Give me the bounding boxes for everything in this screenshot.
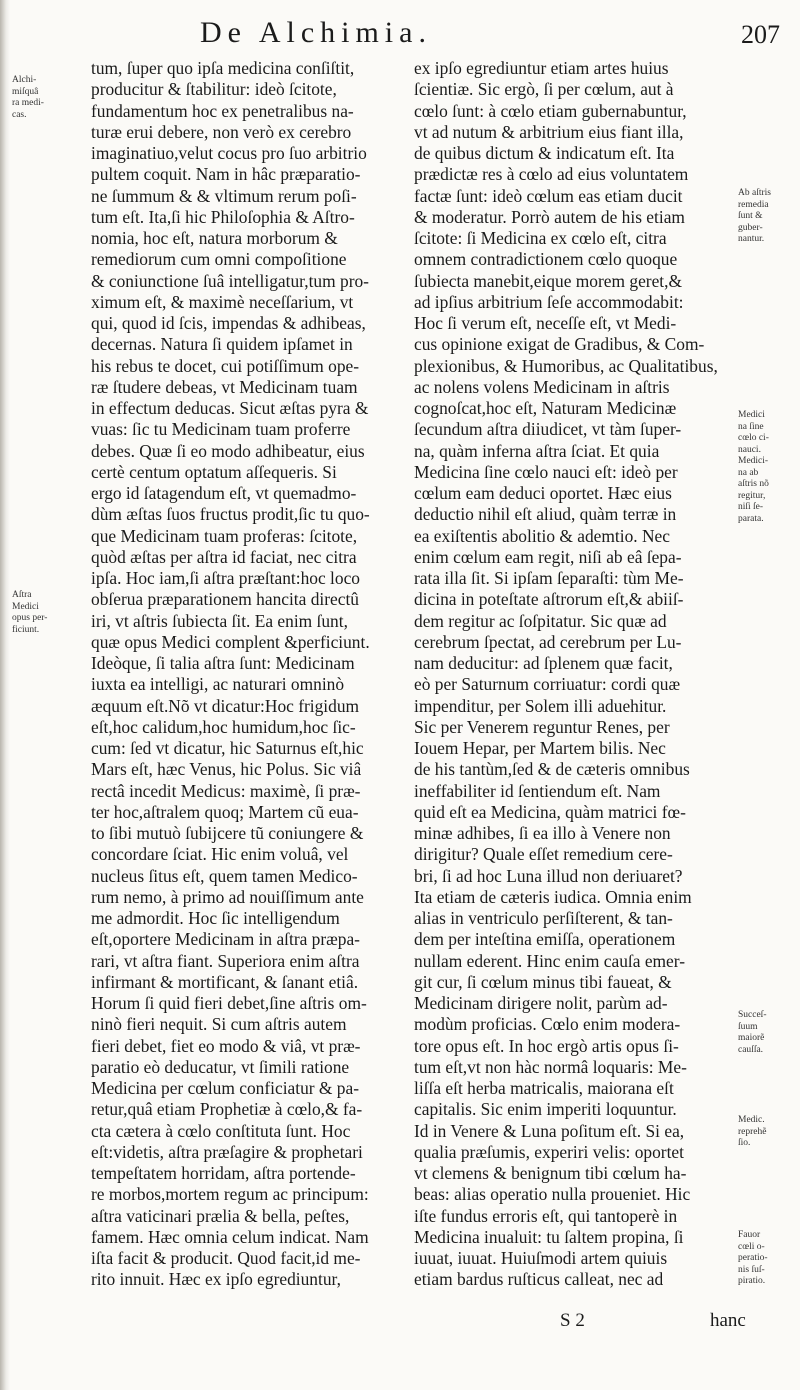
margin-note-line: cas. (12, 109, 27, 120)
text-line: retur,quâ etiam Prophetiæ à cœlo,& fa- (91, 1099, 363, 1120)
text-line: fundamentum hoc ex penetralibus na- (91, 100, 354, 121)
margin-note-line: Medici (738, 410, 765, 420)
text-line: tore opus eſt. In hoc ergò artis opus ſi- (414, 1035, 679, 1056)
text-line: eſt,hoc calidum,hoc humidum,hoc ſic- (91, 716, 356, 737)
text-line: ſcitote: ſi Medicina ex cœlo eſt, citra (414, 228, 667, 248)
text-line: nucleus ſitus eſt, quem tamen Medico- (91, 865, 358, 886)
text-line: his rebus te docet, cui potiſſimum ope- (91, 355, 360, 376)
text-line: re morbos,mortem regum ac principum: (91, 1184, 369, 1205)
text-line: turæ erui debere, non verò ex cerebro (91, 121, 352, 142)
running-title: De Alchimia. (200, 16, 432, 49)
margin-note-line: Ab aſtris (738, 188, 771, 198)
text-line: qualia præſumis, experiri velis: oportet (414, 1141, 684, 1162)
text-line: quòd æſtas per aſtra id faciat, nec citra (91, 546, 357, 567)
text-line: quæ opus Medici complent &perficiunt. (91, 631, 370, 652)
margin-note-line: ra medi- (12, 98, 44, 108)
text-line: paratio eò deducatur, vt ſimili ratione (91, 1056, 350, 1077)
text-line: iri, vt aſtris ſubiecta ſit. Ea enim ſunt, (91, 610, 348, 631)
left-text-column (91, 58, 401, 1291)
text-line: beas: alias operatio nulla proueniet. Hic (414, 1184, 691, 1205)
margin-note-line: ſuum (738, 1021, 758, 1032)
text-line: nullam ederent. Hinc enim cauſa emer- (414, 950, 686, 971)
margin-note-line: na ab (738, 467, 759, 478)
text-line: fieri debet, fiet eo modo & viâ, vt præ- (91, 1035, 361, 1056)
right-text-column (414, 58, 724, 1291)
text-line: tum eſt,vt non hàc normâ loquaris: Me- (414, 1056, 687, 1077)
text-line: remediorum cum omni compoſitione (91, 249, 347, 270)
margin-note-line: maiorẽ (738, 1033, 765, 1043)
text-line: ximum eſt, & maximè neceſſarium, vt (91, 291, 354, 312)
text-line: iſte fundus erroris eſt, qui tantoperè in (414, 1205, 678, 1226)
text-line: omnem contradictionem cœlo quoque (414, 249, 678, 270)
text-line: cœlum eam deduci oportet. Hæc eius (414, 483, 672, 503)
text-line: Mars eſt, hæc Venus, hic Polus. Sic viâ (91, 759, 362, 780)
text-line: Medicinam dirigere nolit, parùm ad- (414, 993, 668, 1013)
text-line: cognoſcat,hoc eſt, Naturam Medicinæ (414, 398, 677, 418)
margin-note-left-2 (12, 590, 47, 636)
text-line: modùm proficias. Cœlo enim modera- (414, 1014, 681, 1035)
text-line: iuuat, iuuat. Huiuſmodi artem quiuis (414, 1248, 668, 1268)
text-line: eſt,oportere Medicinam in aſtra præpa- (91, 929, 360, 950)
text-line: debes. Quæ ſi eo modo adhibeatur, eius (91, 440, 365, 461)
margin-note-line: parata. (738, 513, 764, 524)
margin-note-line: regitur, (738, 490, 766, 501)
text-line: ter hoc,aſtralem quoq; Martem cũ eua- (91, 801, 359, 822)
text-line: cœlo ſunt: à cœlo etiam gubernabuntur, (414, 100, 687, 121)
text-line: aſtra vaticinari prælia & bella, peſtes, (91, 1205, 350, 1226)
text-line: imaginatiuo,velut cocus pro ſuo arbitrio (91, 143, 367, 163)
margin-note-line: peratio- (738, 1253, 768, 1263)
text-line: tum eſt. Ita,ſi hic Philoſophia & Aſtro- (91, 206, 355, 227)
margin-note-line: ſunt & (738, 211, 763, 221)
text-line: Ita etiam de cæteris iudica. Omnia enim (414, 886, 692, 907)
margin-note-line: remedia (738, 199, 769, 210)
text-line: ſcientiæ. Sic ergò, ſi per cœlum, aut à (414, 79, 674, 100)
margin-note-line: ficiunt. (12, 624, 40, 635)
text-line: vuas: ſic tu Medicinam tuam proferre (91, 419, 351, 440)
text-line: ſubiecta manebit,eique morem geret,& (414, 270, 683, 291)
text-line: que Medicinam tuam proferas: ſcitote, (91, 525, 358, 546)
margin-note-line: cauſſa. (738, 1044, 764, 1055)
margin-note-line: ſio. (738, 1138, 751, 1148)
text-line: rectâ incedit Medicus: maximè, ſi præ- (91, 780, 361, 801)
text-line: Iouem Hepar, per Martem bilis. Nec (414, 738, 666, 758)
gutter-shadow (0, 0, 10, 1390)
margin-note-line: cœli o- (738, 1241, 765, 1252)
text-line: Horum ſi quid fieri debet,ſine aſtris om- (91, 993, 367, 1013)
text-line: cum: ſed vt dicatur, hic Saturnus eſt,hic (91, 738, 364, 758)
text-line: to ſibi mutuò ſubijcere tũ coniungere & (91, 823, 364, 843)
signature-mark: S 2 (560, 1310, 585, 1331)
text-line: tum, ſuper quo ipſa medicina conſiſtit, (91, 58, 355, 78)
margin-note-line: Medic. (738, 1115, 765, 1125)
text-line: nam deducitur: ad ſplenem quæ facit, (414, 653, 673, 673)
margin-note-line: Alchi- (12, 75, 37, 85)
text-line: quid eſt ea Medicina, quàm matrici fœ- (414, 801, 686, 822)
text-line: infirmant & mortificant, & ſanant etiâ. (91, 971, 359, 992)
text-line: ergo id ſatagendum eſt, vt quemadmo- (91, 483, 357, 503)
text-line: git cur, ſi cœlum minus tibi faueat, & (414, 971, 672, 992)
text-line: dem per inteſtina emiſſa, operationem (414, 929, 676, 950)
text-line: ipſa. Hoc iam,ſi aſtra præſtant:hoc loco (91, 568, 360, 588)
text-line: nomia, hoc eſt, natura morborum & (91, 228, 338, 248)
margin-note-right-2 (738, 410, 769, 525)
text-line: & moderatur. Porrò autem de his etiam (414, 206, 685, 227)
text-line: rari, vt aſtra fiant. Superiora enim aſtra (91, 950, 360, 971)
text-line: etiam bardus ruſticus calleat, nec ad (414, 1269, 664, 1290)
margin-note-line: guber- (738, 222, 763, 233)
margin-note-line: niſi ſe- (738, 502, 764, 512)
text-line: obſerua præparationem hancita directû (91, 589, 359, 610)
margin-note-line: piratio. (738, 1276, 766, 1286)
text-line: dirigitur? Quale eſſet remedium cere- (414, 844, 673, 865)
text-line: alias in ventriculo perſiſterent, & tan- (414, 908, 673, 928)
text-line: deductio nihil eſt aliud, quàm terræ in (414, 504, 677, 525)
page-footer (560, 1310, 790, 1332)
margin-note-line: Aſtra (12, 590, 32, 600)
page-number: 207 (741, 20, 780, 49)
text-line: rito innuit. Hæc ex ipſo egrediuntur, (91, 1269, 341, 1290)
text-line: na, quàm inferna aſtra ſciat. Et quia (414, 440, 660, 461)
text-line: ea exiſtentis abolitio & ademtio. Nec (414, 525, 670, 546)
text-line: rum nemo, à primo ad nouiſſimum ante (91, 886, 364, 907)
text-line: ac nolens volens Medicinam in aſtris (414, 376, 670, 397)
text-line: cus opinione exigat de Gradibus, & Com- (414, 334, 705, 355)
margin-note-line: Medici- (738, 456, 769, 466)
text-line: ninò fieri nequit. Si cum aſtris autem (91, 1014, 347, 1035)
text-line: eſt:videtis, aſtra præſagire & prophetari (91, 1141, 363, 1162)
margin-note-line: na ſine (738, 421, 764, 432)
text-line: rata illa ſit. Si ipſam ſeparaſti: tùm Me- (414, 568, 684, 588)
margin-note-right-3 (738, 1010, 767, 1056)
text-line: tempeſtatem horridam, aſtra portende- (91, 1163, 356, 1183)
page-header (100, 16, 780, 60)
text-line: vt clemens & benignum tibi cœlum ha- (414, 1163, 687, 1183)
text-line: ne ſummum & & vltimum rerum poſi- (91, 185, 357, 206)
text-line: ad ipſius arbitrium ſeſe accommodabit: (414, 291, 684, 312)
text-line: liſſa eſt herba matricalis, maiorana eſt (414, 1078, 674, 1098)
text-line: dùm æſtas ſuos fructus prodit,ſic tu quo- (91, 504, 370, 525)
text-line: iuxta ea intelligi, ac naturari omninò (91, 674, 345, 695)
margin-note-line: Succeſ- (738, 1010, 767, 1020)
text-line: cta cætera à cœlo conſtituta ſunt. Hoc (91, 1120, 351, 1141)
margin-note-right-5 (738, 1230, 768, 1288)
text-line: minæ adhibes, ſi ea illo à Venere non (414, 823, 671, 843)
text-line: ex ipſo egrediuntur etiam artes huius (414, 58, 669, 78)
text-line: vt ad nutum & arbitrium eius fiant illa, (414, 121, 684, 142)
text-line: bri, ſi ad hoc Luna illud non deriuaret? (414, 865, 683, 886)
text-line: certè centum optatum aſſequeris. Si (91, 461, 337, 482)
margin-note-line: reprehẽ (738, 1126, 767, 1137)
text-line: prædictæ res à cœlo ad eius voluntatem (414, 164, 689, 185)
text-line: plexionibus, & Humoribus, ac Qualitatibus, (414, 355, 718, 376)
text-line: factæ ſunt: ideò cœlum eas etiam ducit (414, 185, 683, 206)
margin-note-line: opus per- (12, 613, 48, 623)
margin-note-right-1 (738, 188, 771, 246)
margin-note-line: nauci. (738, 444, 761, 455)
text-line: in effectum deducas. Sicut æſtas pyra & (91, 398, 369, 418)
text-line: impenditur, per Solem illi aduehitur. (414, 695, 667, 716)
text-line: & coniunctione ſuâ intelligatur,tum pro- (91, 270, 369, 291)
text-line: de his tantùm,ſed & de cæteris omnibus (414, 759, 690, 780)
margin-note-line: aſtris nõ (738, 479, 769, 489)
text-line: qui, quod id ſcis, impendas & adhibeas, (91, 313, 366, 333)
text-line: pultem coquit. Nam in hâc præparatio- (91, 164, 361, 185)
catchword: hanc (710, 1310, 746, 1331)
text-line: concordare ſciat. Hic enim voluâ, vel (91, 844, 349, 865)
text-line: Medicina inualuit: tu ſaltem propina, ſi (414, 1226, 684, 1247)
margin-note-right-4 (738, 1115, 766, 1150)
text-line: famem. Hæc omnia celum indicat. Nam (91, 1226, 369, 1247)
text-line: me admordit. Hoc ſic intelligendum (91, 908, 340, 928)
margin-note-line: Medici (12, 601, 39, 612)
text-line: de quibus dictum & indicatum eſt. Ita (414, 143, 675, 163)
text-line: dicina in poteſtate aſtrorum eſt,& abiiſ- (414, 589, 684, 610)
margin-note-line: cœlo ci- (738, 433, 769, 443)
text-line: iſta facit & producit. Quod facit,id me- (91, 1248, 361, 1268)
text-line: enim cœlum eam regit, niſi ab eâ ſepa- (414, 546, 682, 567)
text-line: Sic per Venerem reguntur Renes, per (414, 716, 670, 737)
margin-note-line: Fauor (738, 1230, 761, 1240)
margin-note-left-1 (12, 75, 44, 121)
text-line: Ideòque, ſi talia aſtra ſunt: Medicinam (91, 653, 355, 673)
text-line: dem regitur ac ſoſpitatur. Sic quæ ad (414, 610, 667, 631)
text-line: ſecundum aſtra diiudicet, vt tàm ſuper- (414, 419, 682, 440)
text-line: capitalis. Sic enim imperiti loquuntur. (414, 1099, 677, 1120)
text-line: eò per Saturnum corriuatur: cordi quæ (414, 674, 681, 695)
text-line: producitur & ſtabilitur: ideò ſcitote, (91, 79, 337, 100)
text-line: ineffabiliter id ſentiendum eſt. Nam (414, 780, 661, 801)
margin-note-line: miſquâ (12, 86, 39, 97)
text-line: cerebrum ſpectat, ad cerebrum per Lu- (414, 631, 682, 652)
margin-note-line: nantur. (738, 234, 765, 244)
text-line: Id in Venere & Luna poſitum eſt. Si ea, (414, 1120, 685, 1141)
margin-note-line: nis ſuſ- (738, 1264, 765, 1275)
text-line: æquum eſt.Nõ vt dicatur:Hoc frigidum (91, 695, 360, 716)
text-line: decernas. Natura ſi quidem ipſamet in (91, 334, 353, 355)
text-line: Hoc ſi verum eſt, neceſſe eſt, vt Medi- (414, 313, 677, 333)
text-line: Medicina per cœlum conficiatur & pa- (91, 1078, 360, 1098)
text-line: ræ ſtudere debeas, vt Medicinam tuam (91, 376, 358, 397)
text-line: Medicina ſine cœlo nauci eſt: ideò per (414, 461, 678, 482)
